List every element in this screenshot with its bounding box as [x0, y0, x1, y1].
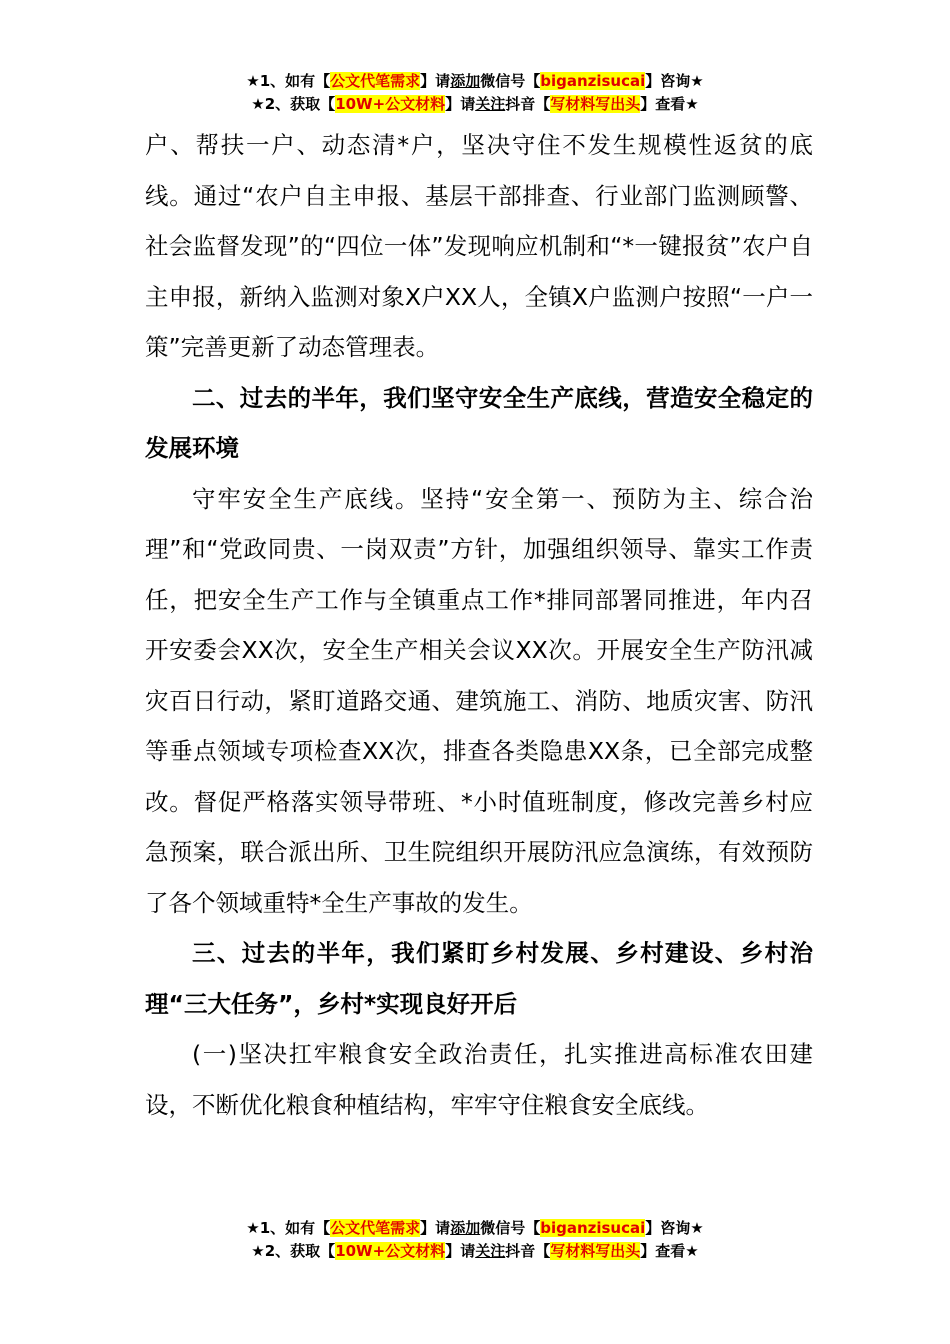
banner-highlight: 10W+公文材料 — [335, 1242, 446, 1260]
banner-underlined-text: 关注 — [475, 1242, 506, 1260]
paragraph-continued: 户、帮扶一户、动态清*户，坚决守住不发生规模性返贫的底线。通过“农户自主申报、基层干部排查、行业部门监测顾警、社会监督发现”的“四位一体”发现响应机制和“*一键报贫”农户自主申报，新纳入监测对象X户XX人，全镇X户监测户按照“一户一策”完善更新了动态管理表。 — [145, 131, 813, 361]
footer-banner — [0, 1217, 950, 1263]
banner-text: 】请 — [420, 72, 451, 90]
banner-line-1 — [0, 1217, 950, 1240]
banner-text: ★2、获取【 — [251, 95, 336, 113]
banner-line-2 — [0, 1240, 950, 1263]
paragraph-safety: 守牢安全生产底线。坚持“安全第一、预防为主、综合治理”和“党政同贵、一岗双责”方针，加强组织领导、靠实工作责任，把安全生产工作与全镇重点工作*排同部署同推进，年内召开安委会XX次，安全生产相关会议XX次。开展安全生产防汛减灾百日行动，紧盯道路交通、建筑施工、消防、地质灾害、防汛等垂点领域专项检查XX次，排查各类隐患XX条，已全部完成整改。督促严格落实领导带班、*小时值班制度，修改完善乡村应急预案，联合派出所、卫生院组织开展防汛应急演练，有效预防了各个领域重特*全生产事故的发生。 — [145, 484, 813, 917]
banner-text: 微信号【 — [480, 1219, 541, 1237]
wechat-id-highlight: biganzisucai — [540, 72, 646, 90]
banner-underlined-text: 关注 — [475, 95, 506, 113]
banner-text: 】查看★ — [640, 95, 699, 113]
banner-line-2 — [0, 93, 950, 116]
banner-text: ★1、如有【 — [246, 72, 331, 90]
douyin-id-highlight: 写材料写出头 — [550, 95, 641, 113]
wechat-id-highlight: biganzisucai — [540, 1219, 646, 1237]
banner-text: ★1、如有【 — [246, 1219, 331, 1237]
banner-text: 】请 — [420, 1219, 451, 1237]
banner-line-1 — [0, 70, 950, 93]
banner-highlight: 10W+公文材料 — [335, 95, 446, 113]
banner-text: 抖音【 — [505, 95, 551, 113]
section-heading-2: 二、过去的半年，我们坚守安全生产底线，营造安全稳定的发展环境 — [145, 383, 813, 462]
banner-text: 】咨询★ — [645, 72, 704, 90]
banner-text: 】查看★ — [640, 1242, 699, 1260]
banner-text: 抖音【 — [505, 1242, 551, 1260]
header-banner — [0, 70, 950, 116]
banner-text: 】咨询★ — [645, 1219, 704, 1237]
banner-text: 】请 — [445, 95, 476, 113]
document-body — [145, 120, 813, 1130]
banner-highlight: 公文代笔需求 — [330, 72, 421, 90]
banner-text: 微信号【 — [480, 72, 541, 90]
banner-text: 】请 — [445, 1242, 476, 1260]
banner-underlined-text: 添加 — [450, 1219, 481, 1237]
section-heading-3: 三、过去的半年，我们紧盯乡村发展、乡村建设、乡村治理“三大任务”，乡村*实现良好开后 — [145, 939, 813, 1018]
douyin-id-highlight: 写材料写出头 — [550, 1242, 641, 1260]
paragraph-grain-security: (一)坚决扛牢粮食安全政治责任，扎实推进高标准农田建设，不断优化粮食种植结构，牢牢守住粮食安全底线。 — [145, 1040, 813, 1119]
banner-highlight: 公文代笔需求 — [330, 1219, 421, 1237]
banner-underlined-text: 添加 — [450, 72, 481, 90]
banner-text: ★2、获取【 — [251, 1242, 336, 1260]
